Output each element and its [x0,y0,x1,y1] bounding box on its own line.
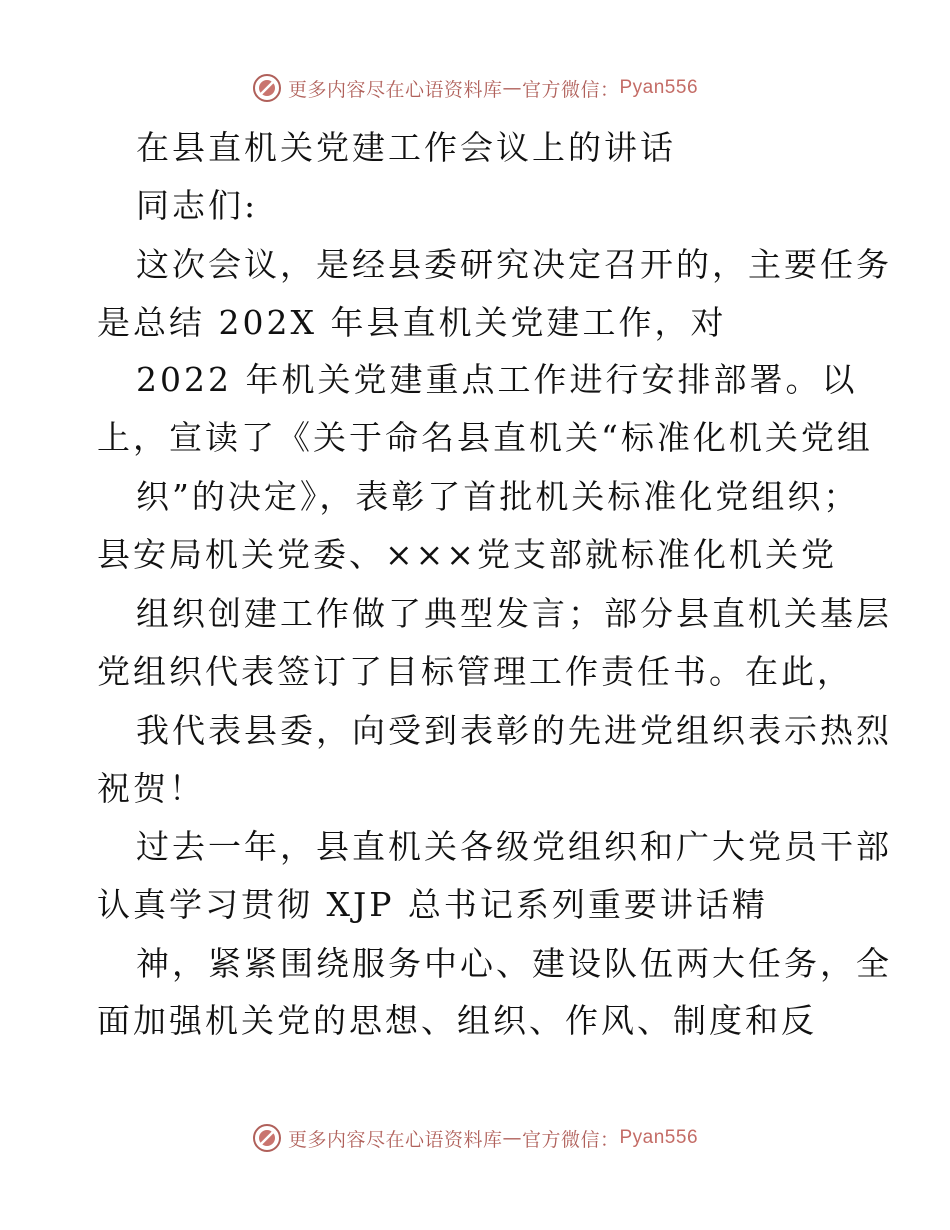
body-line: 县安局机关党委、×××党支部就标准化机关党 [97,535,837,574]
header-watermark [0,68,950,108]
body-line: 认真学习贯彻 XJP 总书记系列重要讲话精 [97,885,768,924]
body-line: 神，紧紧围绕服务中心、建设队伍两大任务，全 [136,944,892,983]
footer-brand: 更多内容尽在心语资料库 [287,1128,503,1151]
body-line: 上，宣读了《关于命名县直机关“标准化机关党组 [97,418,873,457]
body-line: 面加强机关党的思想、组织、作风、制度和反 [97,1001,817,1040]
body-line: 组织创建工作做了典型发言；部分县直机关基层 [136,594,892,633]
body-line: 党组织代表签订了目标管理工作责任书。在此， [97,652,853,691]
header-separator: — [502,77,522,99]
salutation: 同志们: [136,186,259,225]
header-brand: 更多内容尽在心语资料库 [287,78,503,101]
header-account: Pyan556 [619,77,699,98]
footer-account: Pyan556 [619,1127,699,1148]
body-line: 我代表县委，向受到表彰的先进党组织表示热烈 [136,711,892,750]
document-title: 在县直机关党建工作会议上的讲话 [136,128,676,167]
body-line: 过去一年，县直机关各级党组织和广大党员干部 [136,827,892,866]
footer-watermark [0,1118,950,1158]
body-line: 织”的决定》，表彰了首批机关标准化党组织； [136,477,860,516]
body-line: 2022 年机关党建重点工作进行安排部署。以 [136,360,858,399]
footer-separator: — [502,1127,522,1149]
logo-icon [252,73,282,103]
footer-channel: 官方微信： [521,1128,620,1151]
header-channel: 官方微信： [521,78,620,101]
logo-icon [252,1123,282,1153]
body-line: 这次会议，是经县委研究决定召开的，主要任务 [136,245,892,284]
body-line: 是总结 202X 年县直机关党建工作，对 [97,303,727,342]
body-line: 祝贺！ [97,769,205,808]
